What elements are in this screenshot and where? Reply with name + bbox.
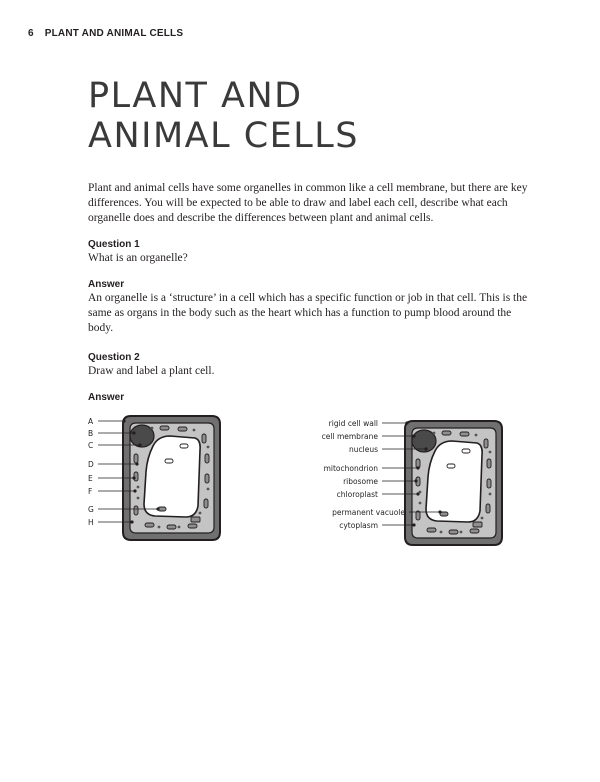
question-1-label: Question 1 xyxy=(88,239,140,250)
label-nucleus: nucleus xyxy=(349,445,378,454)
label-cytoplasm: cytoplasm xyxy=(339,521,378,530)
label-cell-membrane: cell membrane xyxy=(321,432,378,441)
plant-cell-right xyxy=(405,421,502,545)
intro-paragraph: Plant and animal cells have some organelles in common like a cell membrane, but there are key differences. You will be expected to be able to draw and label each cell, describe what each organelle does and describe the differences between plant and animal cells. xyxy=(88,182,528,224)
question-2-text: Draw and label a plant cell. xyxy=(88,365,215,377)
answer-2-label: Answer xyxy=(88,392,125,403)
question-1-text: What is an organelle? xyxy=(88,252,188,264)
answer-1-label: Answer xyxy=(88,279,125,290)
label-rigid-cell-wall: rigid cell wall xyxy=(328,419,378,428)
label-chloroplast: chloroplast xyxy=(336,490,378,499)
page-number: 6 xyxy=(28,28,34,39)
label-d: D xyxy=(88,460,94,469)
label-e: E xyxy=(88,474,93,483)
label-f: F xyxy=(88,487,93,496)
label-mitochondrion: mitochondrion xyxy=(323,464,378,473)
label-b: B xyxy=(88,429,94,438)
plant-cell-left xyxy=(123,416,220,540)
title-line-2: ANIMAL CELLS xyxy=(88,116,359,156)
question-2-label: Question 2 xyxy=(88,352,140,363)
section-title: PLANT AND ANIMAL CELLS xyxy=(44,28,184,39)
label-ribosome: ribosome xyxy=(343,477,378,486)
answer-1-text: An organelle is a ‘structure’ in a cell which has a specific function or job in that cell. This is the same as organs in the body such as the heart which has a function to pump blood around the body. xyxy=(88,292,528,334)
label-h: H xyxy=(88,518,94,527)
title-line-1: PLANT AND xyxy=(88,76,303,116)
label-g: G xyxy=(88,505,94,514)
label-permanent-vacuole: permanent vacuole xyxy=(332,508,405,517)
label-c: C xyxy=(88,441,94,450)
label-a: A xyxy=(88,417,94,426)
